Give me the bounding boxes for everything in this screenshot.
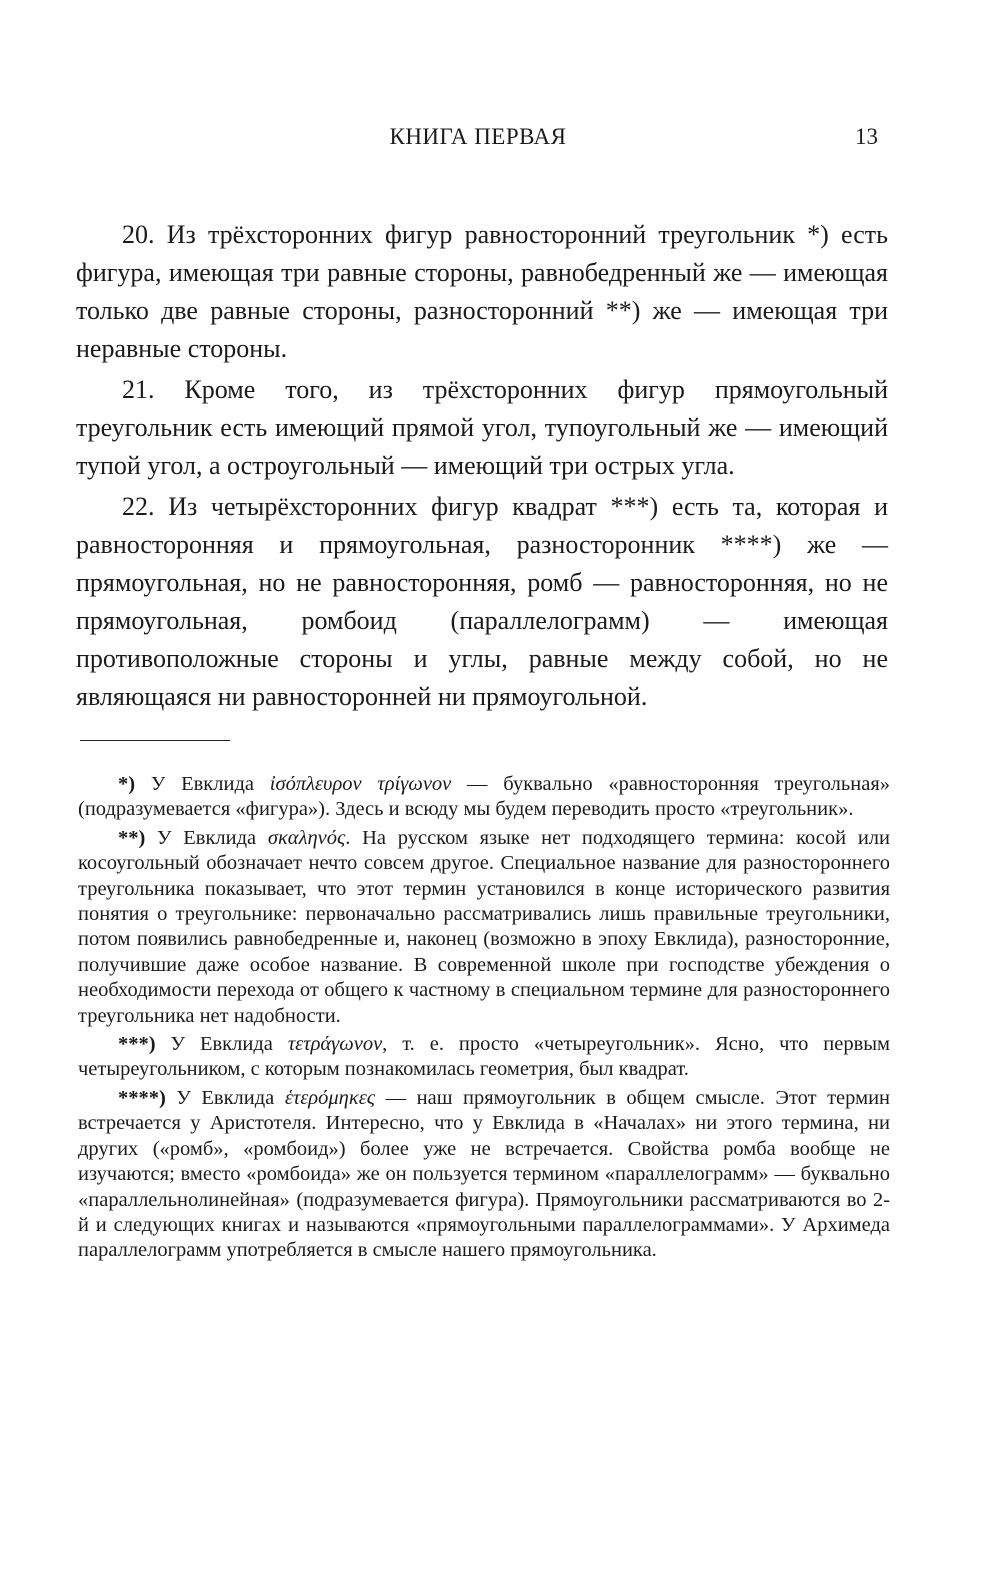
running-header	[78, 124, 878, 158]
footnote-mark: ****)	[118, 1086, 166, 1109]
greek-term: τετράγωνον	[287, 1033, 383, 1056]
main-text	[76, 216, 888, 716]
footnote-mark: *)	[118, 773, 136, 795]
footnote-lead: У Евклида	[135, 773, 270, 795]
greek-term: ἰσόπλευρον τρίγωνον	[269, 773, 452, 795]
footnote-mark: **)	[118, 826, 146, 849]
definition-22: 22. Из четырёхсторонних фигур квадрат ***) есть та, которая и равносторонняя и прямоугольная, разносторонник ****) же — прямоугольная, но не равносторонняя, ромб — равносторонняя, но не прямоугольная, ромбоид (параллелограмм) — имеющая противоположные стороны и углы, равные между собой, но не являющаяся ни равносторонней ни прямоугольной.	[76, 492, 888, 711]
footnote-2	[78, 826, 890, 1029]
page-number: 13	[855, 124, 878, 149]
footnote-text: — буквально «равносторонняя треугольная» (подразумевается «фигура»). Здесь и всюду мы будем переводить просто «треугольник».	[78, 773, 891, 821]
footnote-text: , т. е. просто «четыреугольник». Ясно, что первым четыреугольником, с которым познакомилась геометрия, был квадрат.	[78, 1033, 891, 1081]
footnote-text: — наш прямоугольник в общем смысле. Этот термин встречается у Аристотеля. Интересно, что у Евклида в «Началах» ни этого термина, ни других («ромб», «ромбоид») более уже не встречается. Свойства ромба вообще не изучаются; вместо «ромбоида» же он пользуется термином «параллелограмм» — буквально «параллельнолинейная» (подразумевается фигура). Прямоугольники рассматриваются во 2-й и следующих книгах и называются «прямоугольными параллелограммами». У Архимеда параллелограмм употребляется в смысле нашего прямоугольника.	[78, 1086, 891, 1262]
footnote-text: . На русском языке нет подходящего термина: косой или косоугольный обозначает нечто совсем другое. Специальное название для разностороннего треугольника показывает, что этот термин установился в конце исторического развития понятия о треугольнике: первоначально рассматривались лишь правильные треугольники, потом появились равнобедренные и, наконец (возможно в эпоху Евклида), разносторонние, получившие даже особое название. В современной школе при господстве убеждения о необходимости перехода от общего к частному в специальном термине для разностороннего треугольника нет надобности.	[78, 826, 890, 1027]
footnote-1	[78, 772, 890, 823]
greek-term: ἑτερόμηκες	[284, 1086, 376, 1109]
footnotes	[78, 772, 890, 1264]
footnote-lead: У Евклида	[155, 1033, 288, 1056]
footnote-lead: У Евклида	[145, 826, 268, 849]
footnote-4	[78, 1086, 890, 1264]
footnote-separator	[80, 740, 230, 741]
footnote-3	[78, 1032, 890, 1083]
definition-20: 20. Из трёхсторонних фигур равносторонний треугольник *) есть фигура, имеющая три равные стороны, равнобедренный же — имеющая только две равные стороны, разносторонний **) же — имеющая три неравные стороны.	[76, 220, 888, 363]
definition-21: 21. Кроме того, из трёхсторонних фигур прямоугольный треугольник есть имеющий прямой угол, тупоугольный же — имеющий тупой угол, а остроугольный — имеющий три острых угла.	[76, 375, 888, 480]
running-title: КНИГА ПЕРВАЯ	[389, 124, 567, 149]
footnote-mark: ***)	[118, 1033, 156, 1056]
greek-term: σκαληνός	[267, 826, 346, 849]
footnote-lead: У Евклида	[165, 1086, 285, 1109]
